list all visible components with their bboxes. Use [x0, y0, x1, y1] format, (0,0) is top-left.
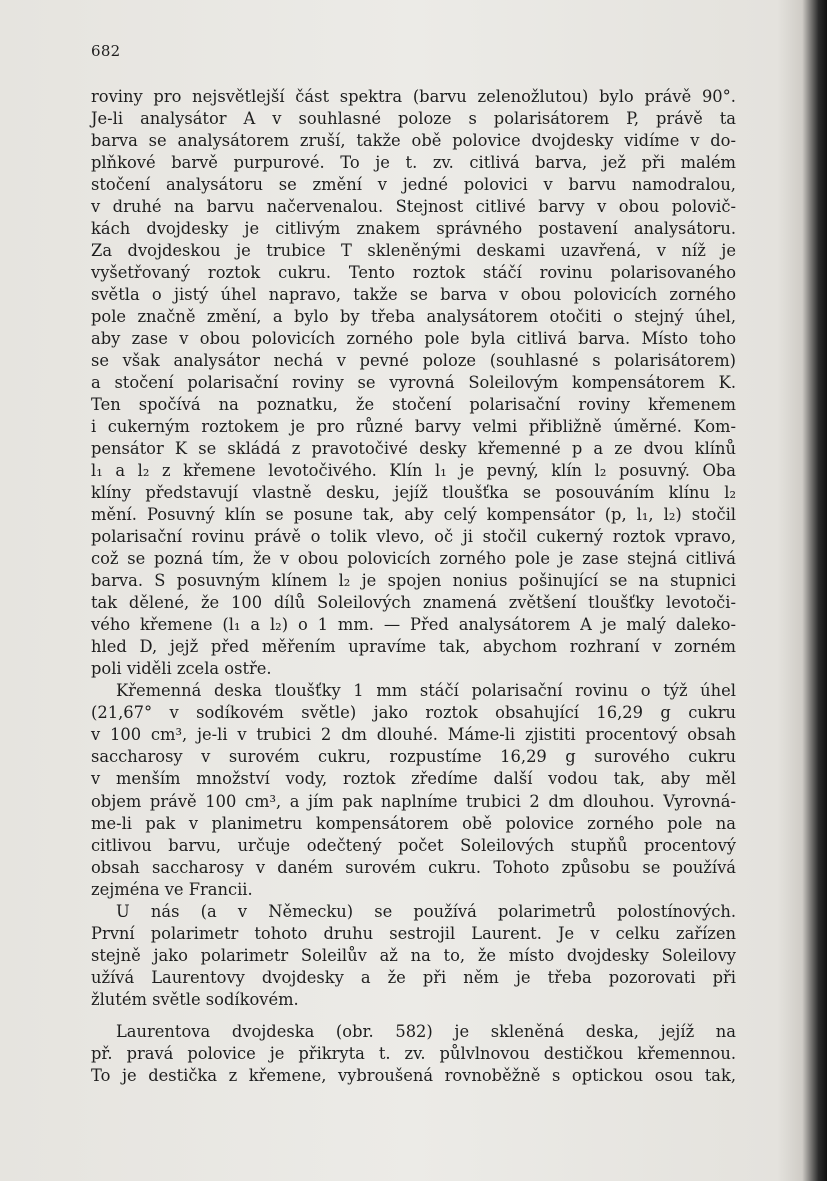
text-line: (21,67° v sodíkovém světle) jako roztok obsahující 16,29 g cukru	[91, 703, 736, 723]
text-line: aby zase v obou polovicích zorného pole byla citlivá barva. Místo toho	[91, 329, 736, 349]
text-line: l₁ a l₂ z křemene levotočivého. Klín l₁ je pevný, klín l₂ posuvný. Oba	[91, 461, 736, 481]
text-line: pole značně změní, a bylo by třeba analysátorem otočiti o stejný úhel,	[91, 307, 736, 327]
text-line: hled D, jejž před měřením upravíme tak, abychom rozhraní v zorném	[91, 637, 736, 657]
text-line: Je-li analysátor A v souhlasné poloze s polarisátorem P, právě ta	[91, 109, 736, 129]
text-line: objem právě 100 cm³, a jím pak naplníme trubici 2 dm dlouhou. Vyrovná-	[91, 791, 736, 811]
text-line: žlutém světle sodíkovém.	[91, 989, 299, 1009]
text-line: saccharosy v surovém cukru, rozpustíme 16,29 g surového cukru	[91, 747, 736, 767]
paragraph-gap	[91, 1011, 736, 1021]
text-line: Ten spočívá na poznatku, že stočení polarisační roviny křemenem	[91, 395, 736, 415]
text-line: obsah saccharosy v daném surovém cukru. Tohoto způsobu se používá	[91, 857, 736, 877]
text-line: Laurentova dvojdeska (obr. 582) je skleněná deska, jejíž na	[116, 1021, 736, 1041]
text-line: poli viděli zcela ostře.	[91, 659, 272, 679]
text-line: polarisační rovinu právě o tolik vlevo, oč ji stočil cukerný roztok vpravo,	[91, 527, 736, 547]
text-line: U nás (a v Německu) se používá polarimetrů polostínových.	[116, 901, 736, 921]
text-line: vyšetřovaný roztok cukru. Tento roztok stáčí rovinu polarisovaného	[91, 263, 736, 283]
text-line: i cukerným roztokem je pro různé barvy velmi přibližně úměrné. Kom-	[91, 417, 736, 437]
text-line: To je destička z křemene, vybroušená rovnoběžně s optickou osou tak,	[91, 1065, 736, 1085]
text-line: pensátor K se skládá z pravotočivé desky křemenné p a ze dvou klínů	[91, 439, 736, 459]
text-line: citlivou barvu, určuje odečtený počet Soleilových stupňů procentový	[91, 835, 736, 855]
text-line: stejně jako polarimetr Soleilův až na to, že místo dvojdesky Soleilovy	[91, 945, 736, 965]
text-line: užívá Laurentovy dvojdesky a že při něm je třeba pozorovati při	[91, 967, 736, 987]
text-line: což se pozná tím, že v obou polovicích zorného pole je zase stejná citlivá	[91, 549, 736, 569]
text-line: zejména ve Francii.	[91, 879, 253, 899]
text-line: Křemenná deska tloušťky 1 mm stáčí polarisační rovinu o týž úhel	[116, 681, 736, 701]
text-line: mění. Posuvný klín se posune tak, aby celý kompensátor (p, l₁, l₂) stočil	[91, 505, 736, 525]
text-line: roviny pro nejsvětlejší část spektra (barvu zelenožlutou) bylo právě 90°.	[91, 87, 736, 106]
text-line: světla o jistý úhel napravo, takže se barva v obou polovicích zorného	[91, 285, 736, 305]
text-line: barva. S posuvným klínem l₂ je spojen nonius pošinující se na stupnici	[91, 571, 736, 591]
text-line: v 100 cm³, je-li v trubici 2 dm dlouhé. Máme-li zjistiti procentový obsah	[91, 725, 736, 745]
paragraph-2	[91, 680, 736, 900]
text-line: a stočení polarisační roviny se vyrovná Soleilovým kompensátorem K.	[91, 373, 736, 393]
body-text	[91, 86, 736, 1087]
text-line: v druhé na barvu načervenalou. Stejnost citlivé barvy v obou polovič-	[91, 197, 736, 217]
text-line: se však analysátor nechá v pevné poloze (souhlasné s polarisátorem)	[91, 351, 736, 371]
text-line: klíny představují vlastně desku, jejíž tloušťka se posouváním klínu l₂	[91, 483, 736, 503]
text-line: barva se analysátorem zruší, takže obě polovice dvojdesky vidíme v do-	[91, 131, 736, 151]
text-line: plňkové barvě purpurové. To je t. zv. citlivá barva, jež při malém	[91, 153, 736, 173]
text-line: tak dělené, že 100 dílů Soleilových znamená zvětšení tloušťky levotoči-	[91, 593, 736, 613]
text-line: Za dvojdeskou je trubice T skleněnými deskami uzavřená, v níž je	[91, 241, 736, 261]
text-line: př. pravá polovice je přikryta t. zv. půlvlnovou destičkou křemennou.	[91, 1043, 736, 1063]
paragraph-4	[91, 1021, 736, 1087]
text-line: stočení analysátoru se změní v jedné polovici v barvu namodralou,	[91, 175, 736, 195]
page-number: 682	[91, 42, 121, 60]
text-line: kách dvojdesky je citlivým znakem správného postavení analysátoru.	[91, 219, 736, 239]
paragraph-1	[91, 86, 736, 680]
text-line: me-li pak v planimetru kompensátorem obě polovice zorného pole na	[91, 813, 736, 833]
text-line: vého křemene (l₁ a l₂) o 1 mm. — Před analysátorem A je malý daleko-	[91, 615, 736, 635]
paragraph-3	[91, 901, 736, 1011]
text-line: První polarimetr tohoto druhu sestrojil Laurent. Je v celku zařízen	[91, 923, 736, 943]
text-line: v menším množství vody, roztok zředíme další vodou tak, aby měl	[91, 769, 736, 789]
